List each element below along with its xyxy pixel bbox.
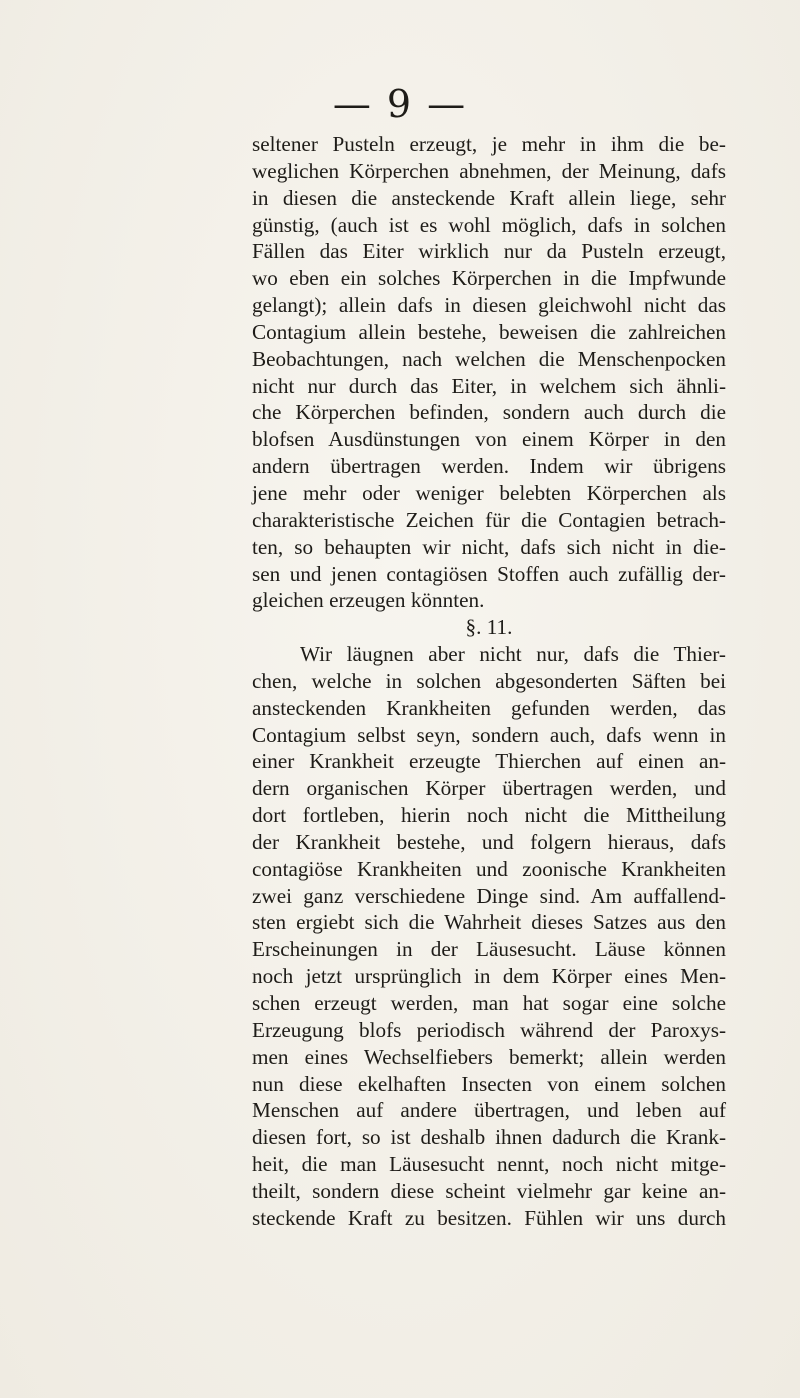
text-line: seltener Pusteln erzeugt, je mehr in ihm die be- xyxy=(252,132,726,156)
text-line: Fällen das Eiter wirklich nur da Pusteln erzeugt, xyxy=(252,239,726,264)
text-line: nicht nur durch das Eiter, in welchem sich ähnli- xyxy=(252,373,726,398)
text-line: contagiöse Krankheiten und zoonische Krankheiten xyxy=(252,856,726,881)
text-line: Contagium allein bestehe, beweisen die zahlreichen xyxy=(252,319,726,344)
text-line: ansteckenden Krankheiten gefunden werden, das xyxy=(252,695,726,720)
text-line: sen und jenen contagiösen Stoffen auch zufällig der- xyxy=(252,561,726,586)
text-line: wo eben ein solches Körperchen in die Impfwunde xyxy=(252,266,726,291)
text-line: günstig, (auch ist es wohl möglich, dafs in solchen xyxy=(252,212,726,237)
text-line: gelangt); allein dafs in diesen gleichwohl nicht das xyxy=(252,293,726,318)
text-line: einer Krankheit erzeugte Thierchen auf einen an- xyxy=(252,749,726,774)
text-line: der Krankheit bestehe, und folgern hieraus, dafs xyxy=(252,829,726,854)
text-line: Erscheinungen in der Läusesucht. Läuse können xyxy=(252,937,726,962)
text-line: diesen fort, so ist deshalb ihnen dadurch die Krank- xyxy=(252,1125,726,1150)
text-line: andern übertragen werden. Indem wir übrigens xyxy=(252,454,726,479)
text-line: in diesen die ansteckende Kraft allein liege, sehr xyxy=(252,185,726,210)
text-line: gleichen erzeugen könnten. xyxy=(252,588,485,613)
text-line: charakteristische Zeichen für die Contagien betrach- xyxy=(252,507,726,532)
section-heading: §. 11. xyxy=(465,615,513,640)
text-line: zwei ganz verschiedene Dinge sind. Am auffallend- xyxy=(252,883,726,908)
text-line: che Körperchen befinden, sondern auch durch die xyxy=(252,400,726,425)
text-line: dern organischen Körper übertragen werden, und xyxy=(252,776,726,801)
text-line: steckende Kraft zu besitzen. Fühlen wir uns durch xyxy=(252,1205,726,1230)
text-line: sten ergiebt sich die Wahrheit dieses Satzes aus den xyxy=(252,910,726,935)
text-line: blofsen Ausdünstungen von einem Körper in den xyxy=(252,427,726,452)
text-line: weglichen Körperchen abnehmen, der Meinung, dafs xyxy=(252,158,726,183)
text-line: Erzeugung blofs periodisch während der Paroxys- xyxy=(252,1017,726,1042)
page-number: — 9 — xyxy=(332,82,468,126)
text-line: dort fortleben, hierin noch nicht die Mittheilung xyxy=(252,803,726,828)
text-line: heit, die man Läusesucht nennt, noch nicht mitge- xyxy=(252,1152,726,1177)
text-line: nun diese ekelhaften Insecten von einem solchen xyxy=(252,1071,726,1096)
page-body-text xyxy=(252,131,726,1232)
text-line: schen erzeugt werden, man hat sogar eine solche xyxy=(252,991,726,1015)
text-line: Contagium selbst seyn, sondern auch, dafs wenn in xyxy=(252,722,726,747)
text-line: chen, welche in solchen abgesonderten Säften bei xyxy=(252,668,726,693)
text-line: theilt, sondern diese scheint vielmehr gar keine an- xyxy=(252,1178,726,1203)
text-line: Beobachtungen, nach welchen die Menschenpocken xyxy=(252,346,726,371)
text-line: Menschen auf andere übertragen, und leben auf xyxy=(252,1098,726,1123)
text-line: ten, so behaupten wir nicht, dafs sich nicht in die- xyxy=(252,534,726,559)
text-line: men eines Wechselfiebers bemerkt; allein werden xyxy=(252,1044,726,1069)
text-line: Wir läugnen aber nicht nur, dafs die Thier- xyxy=(300,642,726,667)
text-line: noch jetzt ursprünglich in dem Körper eines Men- xyxy=(252,964,726,989)
text-line: jene mehr oder weniger belebten Körperchen als xyxy=(252,480,726,505)
